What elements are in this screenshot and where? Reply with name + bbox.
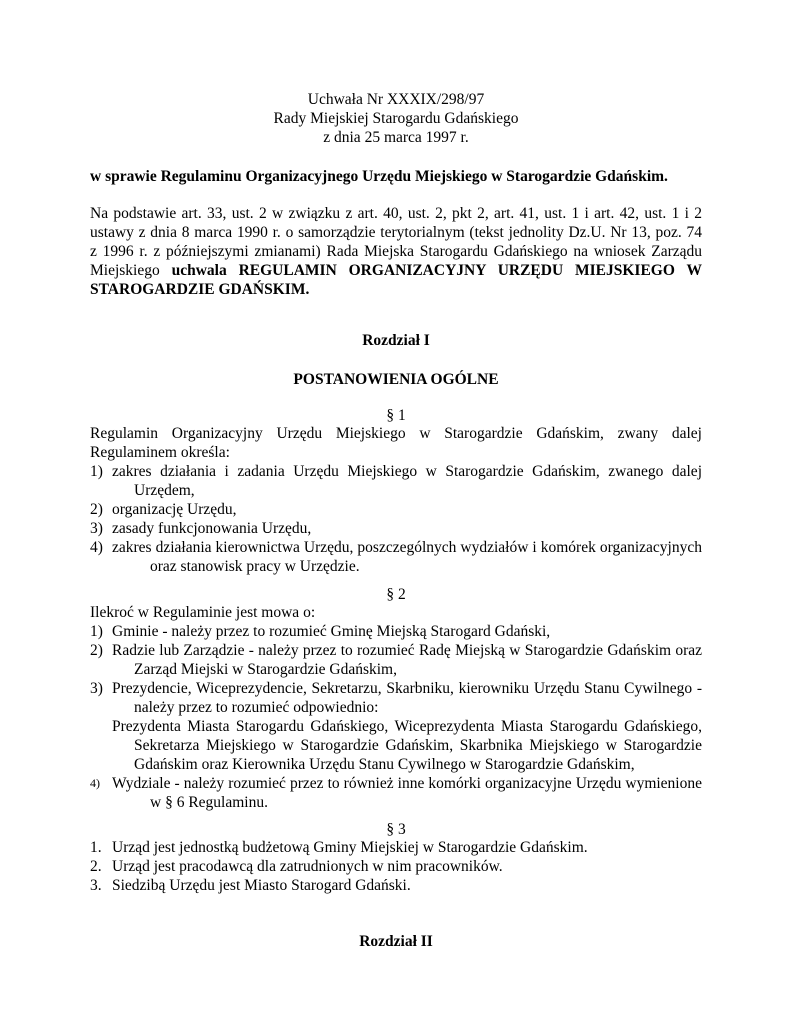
- list-item: [90, 519, 702, 538]
- section-1-intro: Regulamin Organizacyjny Urzędu Miejskiego w Starogardzie Gdańskim, zwany dalej: [90, 425, 702, 442]
- list-item-number: 2): [90, 642, 103, 659]
- list-item-text: oraz stanowisk pracy w Urzędzie.: [150, 558, 360, 575]
- list-item-number: 3): [90, 680, 103, 697]
- preamble-bold: uchwala REGULAMIN ORGANIZACYJNY URZĘDU MIEJSKIEGO W: [171, 262, 702, 279]
- list-item-text: Urząd jest pracodawcą dla zatrudnionych w nim pracowników.: [112, 858, 503, 875]
- list-item-text: Prezydencie, Wiceprezydencie, Sekretarzu, Skarbniku, kierowniku Urzędu Stanu Cywilnego -: [112, 680, 702, 697]
- preamble-line: [90, 261, 702, 280]
- section-2-body: [90, 603, 702, 812]
- list-item-text: zakres działania i zadania Urzędu Miejskiego w Starogardzie Gdańskim, zwanego dalej: [112, 463, 702, 480]
- list-item: [90, 774, 702, 812]
- list-item-text: Urzędem,: [134, 482, 195, 499]
- list-item-number: 1): [90, 463, 103, 480]
- preamble-line: Na podstawie art. 33, ust. 2 w związku z art. 40, ust. 2, pkt 2, art. 41, ust. 1 i art. 42, ust. 1 i 2: [90, 205, 702, 222]
- list-item-number: 2.: [90, 858, 102, 875]
- list-item: [90, 538, 702, 576]
- section-1-mark: § 1: [386, 407, 406, 424]
- list-item: [90, 679, 702, 774]
- list-item-text: w § 6 Regulaminu.: [150, 794, 268, 811]
- section-1-intro: Regulaminem określa:: [90, 444, 230, 461]
- list-item-text: Prezydenta Miasta Starogardu Gdańskiego, Wiceprezydenta Miasta Starogardu Gdańskiego,: [112, 718, 702, 735]
- list-item-number: 4): [90, 539, 103, 556]
- section-3-mark: § 3: [386, 821, 406, 838]
- resolution-date: z dnia 25 marca 1997 r.: [323, 129, 469, 146]
- preamble-line: z 1996 r. z późniejszymi zmianami) Rada Miejska Starogardu Gdańskiego na wniosek Zarządu: [90, 243, 702, 260]
- preamble-line-bold: STAROGARDZIE GDAŃSKIM.: [90, 281, 310, 298]
- list-item-text: Siedzibą Urzędu jest Miasto Starogard Gdański.: [112, 877, 411, 894]
- list-item-number: 1): [90, 623, 103, 640]
- preamble-text: Miejskiego: [90, 262, 172, 279]
- section-2-intro: Ilekroć w Regulaminie jest mowa o:: [90, 604, 316, 621]
- list-item-number: 2): [90, 501, 103, 518]
- list-item-text: Zarząd Miejski w Starogardzie Gdańskim,: [134, 661, 397, 678]
- list-item: [90, 641, 702, 679]
- list-item-text: Gminie - należy przez to rozumieć Gminę Miejską Starogard Gdański,: [112, 623, 551, 640]
- chapter-1-subtitle: POSTANOWIENIA OGÓLNE: [293, 371, 499, 388]
- list-item-text: należy przez to rozumieć odpowiednio:: [134, 699, 379, 716]
- list-item-number: 1.: [90, 839, 102, 856]
- list-item-text: Radzie lub Zarządzie - należy przez to rozumieć Radę Miejską w Starogardzie Gdańskim oraz: [112, 642, 702, 659]
- list-item: [90, 500, 702, 519]
- chapter-1-title: Rozdział I: [362, 332, 430, 349]
- list-item-text: zakres działania kierownictwa Urzędu, poszczególnych wydziałów i komórek organizacyjnych: [112, 539, 702, 556]
- list-item-number: 3): [90, 520, 103, 537]
- resolution-header: [90, 90, 702, 147]
- list-item: [90, 622, 702, 641]
- list-item-text: zasady funkcjonowania Urzędu,: [112, 520, 312, 537]
- list-item-text: Gdańskim oraz Kierownika Urzędu Stanu Cywilnego w Starogardzie Gdańskim,: [134, 756, 635, 773]
- section-2-mark: § 2: [386, 586, 406, 603]
- preamble-line: ustawy z dnia 8 marca 1990 r. o samorządzie terytorialnym (tekst jednolity Dz.U. Nr 13, poz. 74: [90, 224, 702, 241]
- section-1-body: [90, 424, 702, 576]
- resolution-number: Uchwała Nr XXXIX/298/97: [307, 91, 485, 108]
- section-3-body: [90, 838, 702, 895]
- list-item-text: Sekretarza Miejskiego w Starogardzie Gdańskim, Skarbnika Miejskiego w Starogardzie: [134, 737, 702, 754]
- list-item: [90, 838, 702, 857]
- list-item: [90, 462, 702, 500]
- preamble: [90, 204, 702, 299]
- list-item-number: 4): [90, 776, 100, 790]
- list-item-text: Wydziale - należy rozumieć przez to również inne komórki organizacyjne Urzędu wymienione: [112, 775, 702, 792]
- list-item-number: 3.: [90, 877, 102, 894]
- list-item-text: Urząd jest jednostką budżetową Gminy Miejskiej w Starogardzie Gdańskim.: [112, 839, 588, 856]
- list-item-text: organizację Urzędu,: [112, 501, 237, 518]
- resolution-subject: w sprawie Regulaminu Organizacyjnego Urzędu Miejskiego w Starogardzie Gdańskim.: [90, 168, 668, 185]
- resolution-council: Rady Miejskiej Starogardu Gdańskiego: [273, 110, 519, 127]
- chapter-2-title: Rozdział II: [359, 933, 433, 950]
- list-item: [90, 876, 702, 895]
- list-item: [90, 857, 702, 876]
